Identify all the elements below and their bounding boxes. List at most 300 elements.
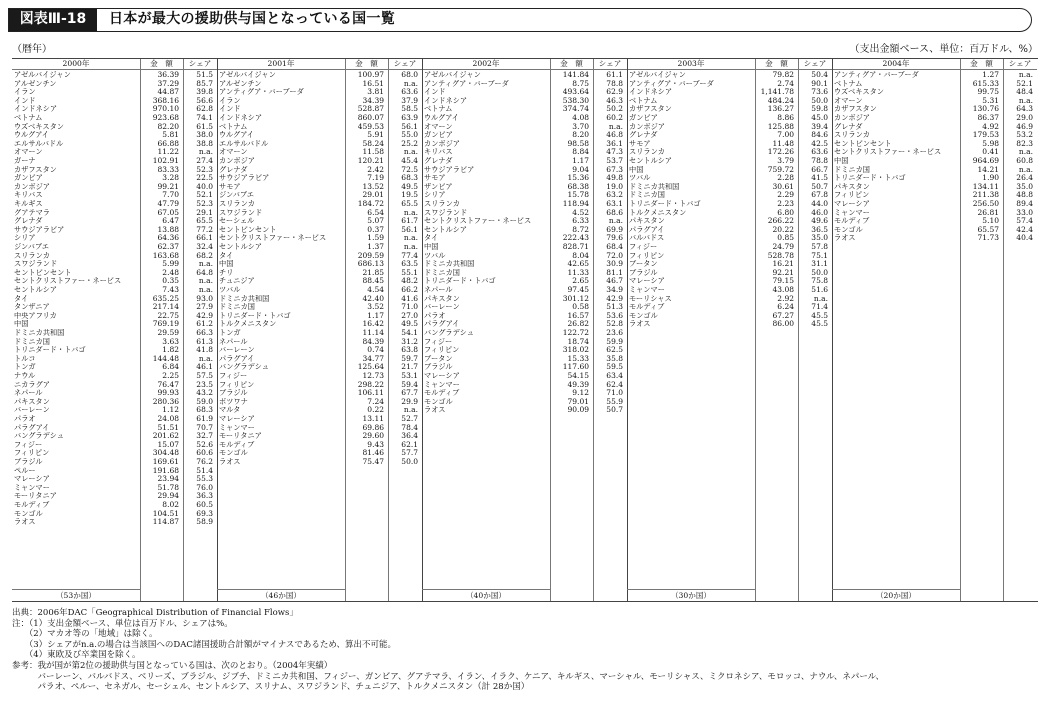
country-name: サウジアラビア bbox=[14, 225, 65, 234]
country-name: スワジランド bbox=[219, 208, 263, 217]
aid-amount: 98.58 bbox=[567, 138, 589, 148]
aid-share: 76.2 bbox=[196, 457, 213, 466]
country-name: ジンバブエ bbox=[219, 191, 254, 200]
aid-share: 71.0 bbox=[401, 302, 418, 312]
table-row bbox=[832, 209, 1037, 217]
country-name: インドネシア bbox=[14, 105, 58, 114]
aid-amount: 256.50 bbox=[972, 199, 999, 208]
aid-share: 27.4 bbox=[196, 156, 213, 165]
aid-share: 45.5 bbox=[811, 310, 828, 320]
aid-share: 68.4 bbox=[606, 242, 623, 251]
country-name: セーシェル bbox=[219, 217, 255, 226]
aid-share: 61.5 bbox=[196, 121, 213, 131]
aid-amount: 8.02 bbox=[162, 500, 179, 509]
country-name: インドネシア bbox=[219, 114, 263, 122]
country-name: チュニジア bbox=[219, 277, 255, 286]
aid-amount: 66.88 bbox=[157, 138, 179, 148]
country-name: セントビンセント bbox=[14, 268, 72, 277]
share-header: シェア bbox=[1008, 59, 1032, 68]
country-name: トリニダード・トバゴ bbox=[629, 200, 701, 208]
country-name: カンボジア bbox=[834, 114, 870, 122]
country-name: ツバル bbox=[219, 286, 241, 294]
aid-share: 55.3 bbox=[196, 474, 213, 484]
aid-amount: 130.76 bbox=[972, 104, 999, 114]
aid-share: 31.1 bbox=[811, 259, 828, 269]
aid-amount: 125.64 bbox=[357, 362, 384, 372]
aid-amount: 9.04 bbox=[572, 164, 589, 174]
aid-amount: 0.22 bbox=[367, 405, 384, 415]
table-row bbox=[217, 277, 422, 285]
aid-amount: 71.73 bbox=[977, 233, 999, 243]
aid-share: 61.2 bbox=[196, 319, 213, 329]
aid-share: n.a. bbox=[198, 276, 213, 286]
table-row bbox=[422, 312, 627, 320]
aid-amount: 29.60 bbox=[362, 431, 384, 441]
aid-amount: 29.59 bbox=[157, 328, 179, 337]
table-row bbox=[12, 166, 217, 174]
table-row bbox=[422, 252, 627, 260]
country-name: パキスタン bbox=[834, 182, 870, 191]
aid-amount: 90.09 bbox=[567, 405, 589, 415]
country-name: スリランカ bbox=[424, 200, 460, 208]
table-row bbox=[217, 114, 422, 122]
aid-share: 42.5 bbox=[811, 138, 828, 148]
country-name: モルディブ bbox=[219, 440, 255, 449]
aid-amount: 2.65 bbox=[572, 276, 589, 286]
aid-amount: 2.28 bbox=[777, 173, 794, 183]
aid-share: 49.6 bbox=[811, 216, 828, 226]
country-name: スリランカ bbox=[834, 131, 870, 140]
table-row bbox=[12, 88, 217, 96]
aid-amount: 0.85 bbox=[777, 233, 794, 243]
table-row bbox=[627, 209, 832, 217]
aid-share: 23.6 bbox=[606, 328, 623, 337]
aid-amount: 2.92 bbox=[777, 293, 794, 303]
country-name: セントクリストファー・ネービス bbox=[424, 217, 532, 226]
aid-amount: 1.59 bbox=[367, 233, 384, 243]
country-name: サモア bbox=[219, 182, 241, 191]
table-row bbox=[12, 510, 217, 518]
aid-share: 42.9 bbox=[606, 293, 623, 303]
aid-share: 40.0 bbox=[196, 181, 213, 191]
aid-share: 46.1 bbox=[196, 362, 213, 372]
aid-share: 34.9 bbox=[606, 285, 623, 294]
aid-amount: 15.78 bbox=[567, 190, 589, 200]
country-name: ラオス bbox=[424, 406, 446, 415]
table-row bbox=[12, 174, 217, 182]
aid-share: 38.8 bbox=[196, 138, 213, 148]
aid-share: 41.8 bbox=[196, 345, 213, 355]
country-name: ベトナム bbox=[14, 114, 43, 122]
country-name: フィジー bbox=[424, 337, 453, 346]
country-name: ミャンマー bbox=[14, 483, 50, 492]
aid-share: 62.1 bbox=[401, 439, 418, 449]
header-divider bbox=[217, 69, 422, 70]
aid-amount: 118.94 bbox=[562, 199, 589, 208]
aid-amount: 201.62 bbox=[152, 431, 179, 441]
table-row bbox=[422, 114, 627, 122]
aid-amount: 15.07 bbox=[157, 439, 179, 449]
aid-amount: 120.21 bbox=[357, 156, 384, 165]
aid-share: 57.5 bbox=[196, 371, 213, 380]
country-name: イラン bbox=[219, 96, 241, 105]
aid-share: 19.0 bbox=[606, 181, 623, 191]
country-name: ラオス bbox=[219, 458, 241, 466]
aid-amount: 58.24 bbox=[362, 138, 384, 148]
aid-amount: 13.11 bbox=[362, 414, 384, 423]
table-row bbox=[12, 105, 217, 113]
aid-share: 64.3 bbox=[1016, 104, 1033, 114]
table-row bbox=[422, 243, 627, 251]
aid-amount: 29.94 bbox=[157, 491, 179, 501]
table-row bbox=[12, 381, 217, 389]
amount-header: 金 額 bbox=[560, 59, 583, 68]
aid-share: n.a. bbox=[1018, 70, 1033, 79]
year-group-2002 bbox=[422, 59, 627, 601]
aid-share: 68.2 bbox=[196, 250, 213, 260]
country-name: インド bbox=[14, 96, 36, 105]
table-row bbox=[12, 209, 217, 217]
aid-amount: 16.42 bbox=[362, 319, 384, 329]
country-name: モンゴル bbox=[14, 509, 43, 518]
aid-amount: 86.00 bbox=[772, 319, 794, 329]
country-name: カンボジア bbox=[219, 157, 255, 165]
aid-amount: 8.20 bbox=[572, 130, 589, 140]
country-name: シリア bbox=[14, 234, 36, 243]
table-row bbox=[12, 80, 217, 88]
table-row bbox=[12, 441, 217, 449]
aid-amount: 11.14 bbox=[362, 328, 384, 337]
aid-share: 45.0 bbox=[811, 113, 828, 122]
table-row bbox=[12, 492, 217, 500]
table-row bbox=[217, 449, 422, 457]
aid-share: 74.1 bbox=[196, 113, 213, 122]
aid-share: 50.0 bbox=[811, 267, 828, 277]
table-row bbox=[217, 269, 422, 277]
country-name: ラオス bbox=[14, 518, 36, 527]
table-row bbox=[217, 252, 422, 260]
country-name: スワジランド bbox=[424, 208, 468, 217]
aid-share: 61.1 bbox=[606, 70, 623, 79]
aid-share: 66.7 bbox=[811, 164, 828, 174]
aid-amount: 5.91 bbox=[367, 130, 384, 140]
aid-share: n.a. bbox=[403, 207, 418, 217]
table-row bbox=[627, 71, 832, 79]
aid-share: 72.0 bbox=[606, 250, 623, 260]
aid-share: 67.7 bbox=[401, 388, 418, 398]
table-row bbox=[422, 157, 627, 165]
aid-amount: 122.72 bbox=[562, 328, 589, 337]
aid-share: n.a. bbox=[608, 121, 623, 131]
table-row bbox=[12, 114, 217, 122]
aid-amount: 141.84 bbox=[562, 70, 589, 79]
table-row bbox=[217, 71, 422, 79]
table-row bbox=[422, 338, 627, 346]
aid-share: 76.0 bbox=[196, 482, 213, 492]
table-row bbox=[627, 114, 832, 122]
country-name: アルゼンチン bbox=[219, 79, 262, 88]
table-row bbox=[422, 183, 627, 191]
aid-share: 27.9 bbox=[196, 302, 213, 312]
aid-amount: 26.82 bbox=[567, 319, 589, 329]
country-name: パラグアイ bbox=[424, 320, 460, 329]
country-name: カザフスタン bbox=[834, 105, 877, 114]
aid-amount: 67.27 bbox=[772, 310, 794, 320]
aid-amount: 301.12 bbox=[562, 293, 589, 303]
aid-amount: 24.08 bbox=[157, 414, 179, 423]
aid-amount: 100.97 bbox=[357, 70, 384, 79]
aid-share: 63.6 bbox=[811, 147, 828, 157]
table-row bbox=[12, 329, 217, 337]
aid-share: 44.0 bbox=[811, 199, 828, 208]
aid-share: 23.5 bbox=[196, 379, 213, 389]
country-name: ガーナ bbox=[14, 157, 36, 165]
share-header: シェア bbox=[803, 59, 827, 68]
country-name: 中国 bbox=[834, 157, 849, 165]
table-row bbox=[217, 105, 422, 113]
country-name: オマーン bbox=[424, 122, 453, 131]
aid-share: 65.5 bbox=[196, 216, 213, 226]
aid-amount: 184.72 bbox=[357, 199, 384, 208]
country-name: ネパール bbox=[14, 389, 43, 398]
table-row bbox=[627, 131, 832, 139]
aid-share: n.a. bbox=[1018, 164, 1033, 174]
aid-share: 63.5 bbox=[401, 259, 418, 269]
table-row bbox=[422, 123, 627, 131]
aid-share: 85.7 bbox=[196, 78, 213, 88]
aid-amount: 65.57 bbox=[977, 224, 999, 234]
year-header: 2003年 bbox=[677, 59, 705, 68]
aid-amount: 26.81 bbox=[977, 207, 999, 217]
aid-amount: 923.68 bbox=[152, 113, 179, 122]
table-row bbox=[422, 363, 627, 371]
country-name: アンティグア・バーブーダ bbox=[424, 79, 509, 88]
country-name: フィジー bbox=[14, 440, 43, 449]
aid-share: 52.6 bbox=[196, 439, 213, 449]
country-name: カザフスタン bbox=[14, 165, 57, 174]
country-name: パラオ bbox=[424, 311, 446, 320]
aid-share: 59.9 bbox=[606, 336, 623, 346]
table-row bbox=[627, 200, 832, 208]
aid-amount: 7.00 bbox=[777, 130, 794, 140]
aid-share: 55.0 bbox=[401, 130, 418, 140]
table-row bbox=[12, 355, 217, 363]
table-row bbox=[217, 243, 422, 251]
aid-amount: 635.25 bbox=[152, 293, 179, 303]
country-name: ペルー bbox=[14, 466, 36, 475]
table-row bbox=[12, 71, 217, 79]
year-group-2003 bbox=[627, 59, 832, 601]
aid-amount: 8.04 bbox=[572, 250, 589, 260]
aid-share: 63.8 bbox=[401, 345, 418, 355]
aid-amount: 368.16 bbox=[152, 95, 179, 105]
aid-amount: 14.21 bbox=[977, 164, 999, 174]
table-row bbox=[12, 338, 217, 346]
country-name: チリ bbox=[219, 268, 234, 277]
country-name: ジンバブエ bbox=[14, 243, 49, 251]
table-row bbox=[627, 140, 832, 148]
aid-share: 53.2 bbox=[1016, 130, 1033, 140]
table-row bbox=[217, 406, 422, 414]
table-row bbox=[627, 183, 832, 191]
country-name: マレーシア bbox=[834, 200, 870, 208]
aid-share: n.a. bbox=[403, 78, 418, 88]
aid-amount: 16.57 bbox=[567, 310, 589, 320]
aid-amount: 538.30 bbox=[562, 95, 589, 105]
country-name: カンボジア bbox=[424, 139, 460, 148]
aid-share: 29.9 bbox=[401, 396, 418, 406]
country-name: モンゴル bbox=[834, 225, 863, 234]
country-name: タイ bbox=[424, 234, 439, 243]
country-name: ラオス bbox=[834, 234, 856, 243]
table-row bbox=[217, 441, 422, 449]
aid-share: n.a. bbox=[1018, 95, 1033, 105]
aid-share: 56.1 bbox=[401, 224, 418, 234]
country-name: オマーン bbox=[219, 148, 248, 157]
table-row bbox=[627, 97, 832, 105]
country-count: （20か国） bbox=[832, 589, 960, 601]
year-group-2000 bbox=[12, 59, 217, 601]
country-name: タンザニア bbox=[14, 303, 50, 312]
country-name: ナウル bbox=[14, 372, 36, 380]
aid-share: 46.9 bbox=[1016, 121, 1033, 131]
aid-share: 50.0 bbox=[811, 95, 828, 105]
aid-share: 60.6 bbox=[196, 448, 213, 458]
aid-share: 78.8 bbox=[811, 156, 828, 165]
table-row bbox=[12, 183, 217, 191]
table-row bbox=[12, 234, 217, 242]
aid-amount: 860.07 bbox=[357, 113, 384, 122]
aid-amount: 4.08 bbox=[572, 113, 589, 122]
aid-share: 49.5 bbox=[401, 319, 418, 329]
country-name: サモア bbox=[629, 139, 651, 148]
aid-share: 73.6 bbox=[811, 87, 828, 97]
country-name: キリバス bbox=[424, 148, 453, 157]
table-row bbox=[832, 140, 1037, 148]
aid-share: 42.4 bbox=[1016, 224, 1033, 234]
aid-share: 38.0 bbox=[196, 130, 213, 140]
aid-share: 69.3 bbox=[196, 508, 213, 518]
table-row bbox=[12, 157, 217, 165]
aid-share: 52.8 bbox=[606, 319, 623, 329]
table-row bbox=[627, 243, 832, 251]
aid-amount: 0.35 bbox=[162, 276, 179, 286]
aid-share: n.a. bbox=[198, 147, 213, 157]
share-header: シェア bbox=[188, 59, 212, 68]
table-row bbox=[422, 226, 627, 234]
country-name: トンガ bbox=[219, 329, 241, 337]
aid-amount: 75.47 bbox=[362, 457, 384, 466]
aid-amount: 11.48 bbox=[772, 138, 794, 148]
country-name: ミャンマー bbox=[834, 208, 870, 217]
table-row bbox=[627, 157, 832, 165]
country-name: ベトナム bbox=[834, 79, 863, 88]
note-line: バーレーン、バルバドス、ベリーズ、ブラジル、ジブチ、ドミニカ共和国、フィジー、ガンビア、グアテマラ、イラン、イラク、ケニア、キルギス、マーシャル、モーリシャス、ミクロネシア、モロッコ、ナウル、ネパール、 bbox=[12, 671, 884, 682]
aid-amount: 11.22 bbox=[157, 147, 179, 157]
header-divider bbox=[627, 69, 832, 70]
aid-share: 43.2 bbox=[196, 388, 213, 398]
table-row bbox=[627, 148, 832, 156]
country-name: ベトナム bbox=[424, 105, 453, 114]
country-name: ガンビア bbox=[14, 174, 43, 183]
aid-share: 39.4 bbox=[811, 121, 828, 131]
aid-share: 32.4 bbox=[196, 242, 213, 251]
aid-amount: 92.21 bbox=[772, 267, 794, 277]
aid-share: 36.1 bbox=[606, 138, 623, 148]
aid-share: 68.6 bbox=[606, 207, 623, 217]
aid-share: 36.4 bbox=[401, 431, 418, 441]
table-row bbox=[12, 320, 217, 328]
table-row bbox=[217, 338, 422, 346]
aid-share: 66.3 bbox=[196, 328, 213, 337]
aid-amount: 144.48 bbox=[152, 353, 179, 363]
aid-share: 49.8 bbox=[606, 173, 623, 183]
country-count: （53か国） bbox=[12, 589, 140, 601]
table-row bbox=[422, 140, 627, 148]
table-row bbox=[422, 166, 627, 174]
aid-amount: 117.60 bbox=[562, 362, 589, 372]
table-row bbox=[832, 148, 1037, 156]
aid-share: 79.6 bbox=[606, 233, 623, 243]
table-row bbox=[627, 226, 832, 234]
aid-share: 58.9 bbox=[196, 517, 213, 527]
table-row bbox=[217, 200, 422, 208]
aid-amount: 49.39 bbox=[567, 379, 589, 389]
table-row bbox=[217, 191, 422, 199]
aid-amount: 37.29 bbox=[157, 78, 179, 88]
aid-share: 51.3 bbox=[606, 302, 623, 312]
aid-share: 89.4 bbox=[1016, 199, 1033, 208]
table-row bbox=[12, 191, 217, 199]
footnotes bbox=[12, 608, 1042, 693]
aid-share: 29.1 bbox=[196, 207, 213, 217]
aid-amount: 374.74 bbox=[562, 104, 589, 114]
aid-amount: 12.73 bbox=[362, 371, 384, 380]
aid-amount: 114.87 bbox=[152, 517, 179, 527]
table-row bbox=[12, 406, 217, 414]
country-count: （40か国） bbox=[422, 589, 550, 601]
aid-share: 48.8 bbox=[1016, 190, 1033, 200]
table-row bbox=[627, 303, 832, 311]
aid-share: 46.7 bbox=[606, 276, 623, 286]
country-name: ドミニカ共和国 bbox=[14, 329, 65, 337]
country-name: バングラデシュ bbox=[219, 363, 269, 372]
aid-amount: 5.98 bbox=[982, 138, 999, 148]
country-name: ツバル bbox=[424, 251, 446, 260]
country-name: ウズベキスタン bbox=[14, 122, 64, 131]
country-name: モーリタニア bbox=[14, 492, 57, 501]
country-name: モルディブ bbox=[834, 217, 870, 226]
table-row bbox=[217, 157, 422, 165]
aid-amount: 8.72 bbox=[572, 224, 589, 234]
aid-amount: 86.37 bbox=[977, 113, 999, 122]
country-name: ドミニカ共和国 bbox=[629, 182, 680, 191]
country-name: ドミニカ国 bbox=[424, 268, 460, 277]
aid-share: n.a. bbox=[403, 242, 418, 251]
aid-donor-table bbox=[12, 58, 1038, 602]
aid-amount: 8.75 bbox=[572, 78, 589, 88]
table-row bbox=[12, 217, 217, 225]
aid-share: n.a. bbox=[198, 285, 213, 294]
aid-amount: 54.15 bbox=[567, 371, 589, 380]
country-name: カンボジア bbox=[629, 122, 665, 131]
country-name: サモア bbox=[424, 174, 446, 183]
table-row bbox=[12, 97, 217, 105]
aid-share: 29.0 bbox=[1016, 113, 1033, 122]
country-name: セントルシア bbox=[424, 225, 467, 234]
aid-amount: 11.33 bbox=[567, 267, 589, 277]
table-row bbox=[12, 458, 217, 466]
